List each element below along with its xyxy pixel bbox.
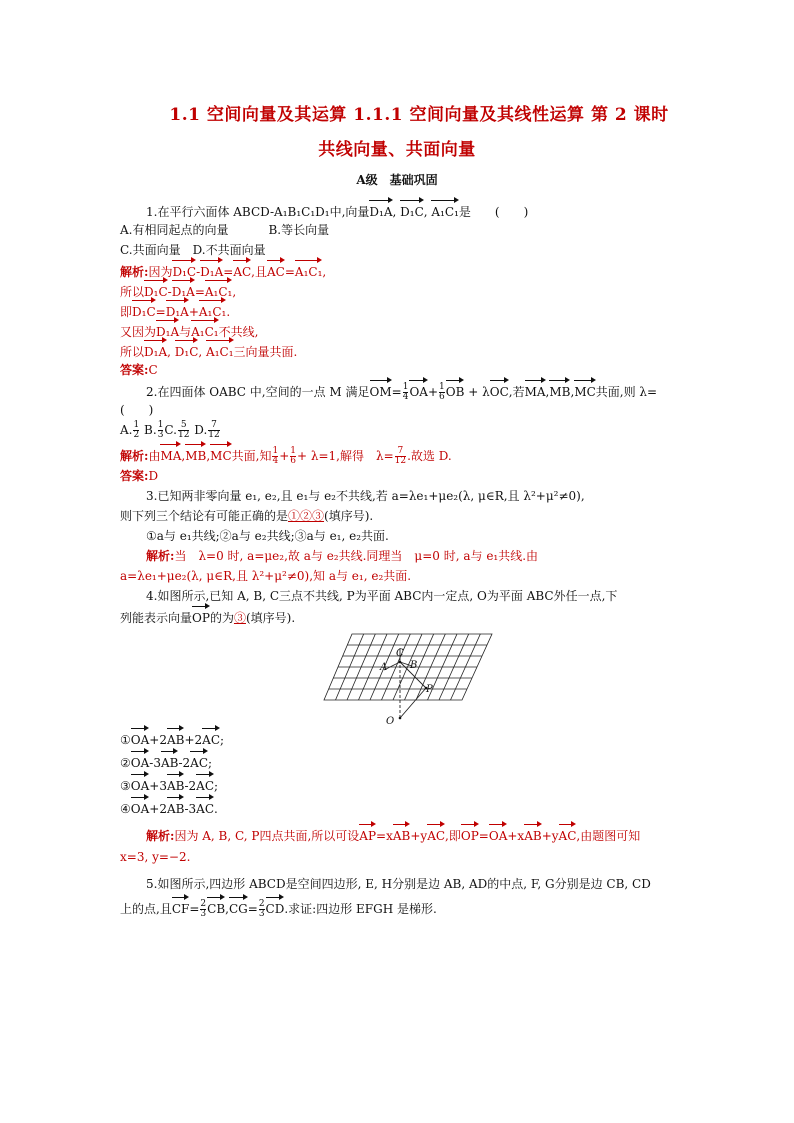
vector: D₁A bbox=[166, 300, 189, 322]
vector: D₁A bbox=[172, 280, 195, 302]
vector: D₁C bbox=[172, 260, 196, 282]
vector: MA bbox=[160, 444, 181, 466]
vector: OP bbox=[461, 824, 479, 846]
content-body bbox=[120, 200, 680, 626]
vector: CB bbox=[207, 897, 225, 919]
text: C. bbox=[164, 423, 177, 437]
answer-value: D bbox=[148, 469, 159, 483]
vector: MC bbox=[210, 444, 231, 466]
vector: MA bbox=[525, 380, 546, 402]
q3-analysis-2: a=λe₁+μe₂(λ, μ∈R,且 λ²+μ²≠0),知 a与 e₁, e₂共面. bbox=[120, 569, 412, 583]
fraction: $\frac{2}{3}$ bbox=[200, 899, 207, 919]
q1-analysis-1: 解析:因为D₁C-D₁A=AC,且AC=A₁C₁, bbox=[120, 260, 680, 280]
q3-line-2 bbox=[120, 506, 680, 526]
q4-line-1: 4.如图所示,已知 A, B, C三点不共线, P为平面 ABC内一定点, O为平面 ABC外任一点,下 bbox=[146, 589, 618, 603]
answer-label: 答案: bbox=[120, 469, 149, 483]
q2-paren: ( ) bbox=[120, 403, 154, 417]
vector: A₁C₁ bbox=[205, 280, 232, 302]
vector: OB bbox=[446, 380, 465, 402]
q3-line-3: ①a与 e₁共线;②a与 e₂共线;③a与 e₁, e₂共面. bbox=[146, 529, 389, 543]
text: 上的点,且 bbox=[120, 902, 172, 916]
vector: AC bbox=[202, 728, 220, 750]
q4-line-2 bbox=[120, 606, 680, 626]
vector: AP bbox=[359, 824, 376, 846]
text: 2.在四面体 OABC 中,空间的一点 M 满足 bbox=[146, 385, 370, 399]
q4-option: ④OA+2AB-3AC. bbox=[120, 797, 680, 820]
vector: CD bbox=[266, 897, 285, 919]
label-O: O bbox=[386, 716, 395, 727]
text: λ bbox=[310, 449, 319, 463]
fraction: $\frac{1}{2}$ bbox=[133, 420, 140, 440]
vector: AC bbox=[196, 797, 214, 819]
answer-value: C bbox=[148, 363, 158, 377]
text: 即 bbox=[120, 305, 133, 319]
vector: CG bbox=[229, 897, 248, 919]
vector: A₁C₁ bbox=[206, 340, 233, 362]
text: = bbox=[223, 265, 234, 279]
q1-answer bbox=[120, 360, 680, 380]
q3-analysis-1 bbox=[120, 546, 680, 566]
q1-analysis-4 bbox=[120, 320, 680, 340]
text: 由 bbox=[148, 449, 161, 463]
vector: MC bbox=[574, 380, 595, 402]
q1-option-b: B.等长向量 bbox=[268, 223, 330, 237]
q1-analysis-2: 所以D₁C-D₁A=A₁C₁, bbox=[120, 280, 680, 300]
fraction: $\frac{1}{4}$ bbox=[272, 446, 279, 466]
label-A: A bbox=[380, 662, 388, 673]
analysis-label: 解析: bbox=[146, 829, 175, 843]
text: 所以 bbox=[120, 285, 145, 299]
vector: OP bbox=[192, 606, 210, 628]
analysis-label: 解析: bbox=[146, 549, 175, 563]
vector: AB bbox=[167, 797, 184, 819]
vector: OA bbox=[131, 774, 150, 796]
vector: D₁A bbox=[369, 200, 392, 222]
text: D. bbox=[194, 423, 208, 437]
vector: AB bbox=[167, 728, 184, 750]
text: 与 bbox=[179, 325, 192, 339]
fraction: $\frac{1}{6}$ bbox=[290, 446, 296, 466]
q5-line-1: 5.如图所示,四边形 ABCD是空间四边形, E, H分别是边 AB, AD的中点, F, G分别是边 CB, CD bbox=[146, 877, 651, 891]
vector: D₁C bbox=[132, 300, 156, 322]
q1-analysis-3: 即D₁C=D₁A+A₁C₁. bbox=[120, 300, 680, 320]
vector: AC bbox=[196, 774, 214, 796]
text: A. bbox=[120, 423, 133, 437]
q1-options-ab bbox=[120, 220, 680, 240]
label-B: B bbox=[410, 660, 418, 671]
answer-label: 答案: bbox=[120, 363, 149, 377]
analysis-label: 解析: bbox=[120, 449, 149, 463]
text: .故选 D. bbox=[407, 449, 452, 463]
q5-line-2: 上的点,且CF= $\frac{2}{3}$ CB,CG= $\frac{2}{3}$ CD.求证:四边形 EFGH 是梯形. bbox=[120, 899, 437, 919]
q2-answer bbox=[120, 466, 680, 486]
text: 因为 A, B, C, P四点共面,所以可设 bbox=[174, 829, 360, 843]
point-O bbox=[399, 717, 402, 720]
vector: OA bbox=[131, 751, 150, 773]
vector: D₁A bbox=[200, 260, 223, 282]
point-C bbox=[399, 661, 402, 664]
vector: D₁A bbox=[144, 340, 167, 362]
vector: A₁C₁ bbox=[295, 260, 322, 282]
q4-analysis-result: x=3, y=−2. bbox=[120, 850, 191, 864]
q1-option-a: A.有相同起点的向量 bbox=[120, 223, 229, 237]
vector: OC bbox=[490, 380, 509, 402]
q2-stem: 2.在四面体 OABC 中,空间的一点 M 满足OM= $\frac{1}{4}$ OA+ $\frac{1}{6}$ OB + λOC,若MA,MB,MC共面,则 λ= bbox=[146, 382, 658, 402]
fraction: $\frac{1}{3}$ bbox=[157, 420, 164, 440]
fraction: $\frac{5}{12}$ bbox=[178, 420, 190, 440]
text: B. bbox=[144, 423, 157, 437]
text: 又因为 bbox=[120, 325, 157, 339]
text: 共面,则 λ= bbox=[595, 385, 658, 399]
title-line-2: 共线向量、共面向量 bbox=[318, 140, 476, 160]
text: (填序号). bbox=[324, 509, 374, 523]
q3-line-1: 3.已知两非零向量 e₁, e₂,且 e₁与 e₂不共线,若 a=λe₁+μe₂(λ, μ∈R,且 λ²+μ²≠0), bbox=[146, 489, 585, 503]
vector: AC bbox=[427, 824, 445, 846]
vector: A₁C₁ bbox=[191, 320, 218, 342]
text: (填序号). bbox=[245, 611, 296, 625]
q4-option: ①OA+2AB+2AC; bbox=[120, 728, 680, 751]
vector: AC bbox=[233, 260, 251, 282]
analysis-label: 解析: bbox=[120, 265, 149, 279]
vector: D₁C bbox=[144, 280, 168, 302]
q4-option: ③OA+3AB-2AC; bbox=[120, 774, 680, 797]
vector: AB bbox=[167, 774, 184, 796]
vector: OA bbox=[131, 797, 150, 819]
text: ,且 bbox=[251, 265, 267, 279]
text: 不共线, bbox=[218, 325, 259, 339]
vector: MB bbox=[185, 444, 206, 466]
fill-answer: ③ bbox=[233, 611, 246, 625]
text: λ bbox=[482, 385, 490, 399]
vector: A₁C₁ bbox=[199, 300, 226, 322]
q1-stem: 1.在平行六面体 ABCD-A₁B₁C₁D₁中,向量D₁A, D₁C, A₁C₁是 ( ) bbox=[120, 200, 680, 220]
figure-segments bbox=[384, 648, 426, 718]
text: 共面,知 bbox=[231, 449, 272, 463]
vector: OM bbox=[370, 380, 392, 402]
fraction: $\frac{1}{4}$ bbox=[402, 382, 409, 402]
text: 则下列三个结论有可能正确的是 bbox=[120, 509, 289, 523]
vector: OA bbox=[489, 824, 508, 846]
text: 列能表示向量 bbox=[120, 611, 193, 625]
q1-analysis-5: 所以D₁A, D₁C, A₁C₁三向量共面. bbox=[120, 340, 680, 360]
vector: AC bbox=[559, 824, 577, 846]
vector: AB bbox=[161, 751, 178, 773]
vector: D₁C bbox=[175, 340, 199, 362]
vector: CF bbox=[172, 897, 190, 919]
fraction: $\frac{7}{12}$ bbox=[208, 420, 220, 440]
vector: MB bbox=[549, 380, 570, 402]
q1-options-cd: C.共面向量 D.不共面向量 bbox=[120, 243, 266, 257]
plane-figure bbox=[322, 628, 494, 728]
vector: AB bbox=[393, 824, 410, 846]
vector: AB bbox=[524, 824, 541, 846]
fraction: $\frac{2}{3}$ bbox=[258, 899, 265, 919]
q4-analysis: 解析:因为 A, B, C, P四点共面,所以可设AP=xAB+yAC,即OP=OA+xAB+yAC,由题图可知 bbox=[120, 824, 680, 847]
text: 三向量共面. bbox=[233, 345, 298, 359]
vector: D₁A bbox=[156, 320, 179, 342]
q1-stem-text: 1.在平行六面体 ABCD-A₁B₁C₁D₁中,向量 bbox=[146, 205, 370, 219]
q4-options bbox=[120, 728, 680, 921]
q1-stem-end: 是 ( ) bbox=[458, 205, 529, 219]
text: 的为 bbox=[209, 611, 234, 625]
text: 因为 bbox=[148, 265, 173, 279]
grid-plane bbox=[324, 634, 492, 700]
vector: D₁C bbox=[400, 200, 424, 222]
level-heading: A级 基础巩固 bbox=[356, 173, 438, 187]
label-P: P bbox=[426, 684, 433, 695]
q2-analysis: 解析:由MA,MB,MC共面,知 $\frac{1}{4}$ + $\frac{1}{6}$ + λ=1,解得 λ= $\frac{7}{12}$ .故选 D. bbox=[120, 446, 452, 466]
text: 所以 bbox=[120, 345, 145, 359]
fraction: $\frac{1}{6}$ bbox=[439, 382, 445, 402]
vector: OA bbox=[409, 380, 428, 402]
vector: A₁C₁ bbox=[431, 200, 458, 222]
text: ,若 bbox=[508, 385, 525, 399]
fill-answer: ①②③ bbox=[288, 509, 325, 523]
label-C: C bbox=[396, 648, 404, 659]
fraction: $\frac{7}{12}$ bbox=[394, 446, 407, 466]
vector: AC bbox=[267, 260, 285, 282]
vector: AC bbox=[190, 751, 208, 773]
title-line-1: 1.1 空间向量及其运算 1.1.1 空间向量及其线性运算 第 2 课时 bbox=[169, 105, 669, 125]
text: =1,解得 λ= bbox=[318, 449, 394, 463]
vector: OA bbox=[131, 728, 150, 750]
text: 当 λ=0 时, a=μe₂,故 a与 e₂共线.同理当 μ=0 时, a与 e₁共线.由 bbox=[174, 549, 539, 563]
q4-option: ②OA-3AB-2AC; bbox=[120, 751, 680, 774]
